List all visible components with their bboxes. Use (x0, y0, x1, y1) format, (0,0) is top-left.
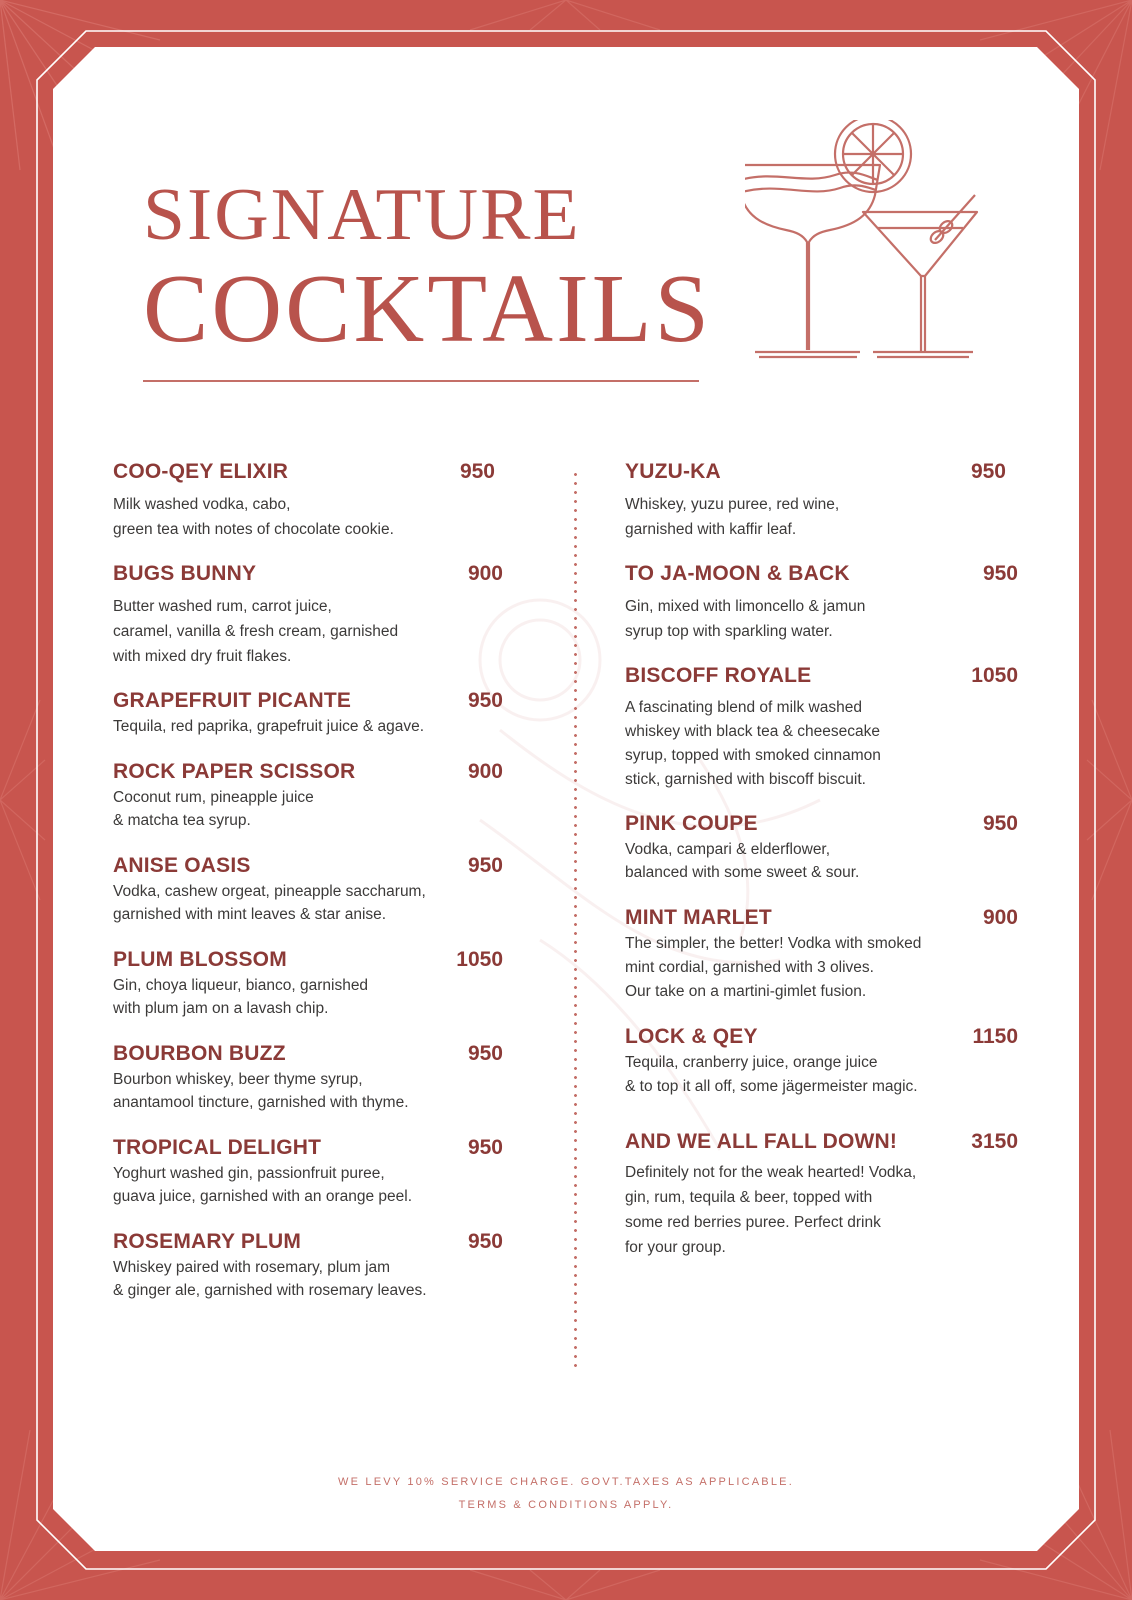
item-price: 1050 (456, 948, 503, 971)
item-price: 950 (467, 1230, 503, 1253)
item-name: BOURBON BUZZ (113, 1042, 286, 1065)
item-name: ANISE OASIS (113, 854, 251, 877)
item-name: TROPICAL DELIGHT (113, 1136, 322, 1159)
item-price: 950 (467, 854, 503, 877)
item-price: 900 (467, 562, 503, 585)
item-description: for your group. (625, 1239, 726, 1256)
cocktail-glasses-icon (745, 120, 995, 370)
item-price: 950 (970, 460, 1006, 483)
item-description: Milk washed vodka, cabo, (113, 496, 291, 513)
item-description: The simpler, the better! Vodka with smoked (625, 935, 922, 952)
item-description: caramel, vanilla & fresh cream, garnished (113, 623, 399, 640)
item-description: guava juice, garnished with an orange peel. (113, 1188, 413, 1205)
item-name: ROSEMARY PLUM (113, 1230, 302, 1253)
item-name: ROCK PAPER SCISSOR (113, 760, 356, 783)
footer-service-charge: WE LEVY 10% SERVICE CHARGE. GOVT.TAXES AS APPLICABLE. (338, 1476, 794, 1488)
menu-title-line2: COCKTAILS (143, 255, 713, 363)
item-description: green tea with notes of chocolate cookie. (113, 521, 394, 538)
item-description: Gin, choya liqueur, bianco, garnished (113, 977, 369, 994)
item-description: stick, garnished with biscoff biscuit. (625, 771, 866, 788)
item-description: some red berries puree. Perfect drink (625, 1214, 881, 1231)
item-description: Yoghurt washed gin, passionfruit puree, (113, 1165, 385, 1182)
item-description: Whiskey paired with rosemary, plum jam (113, 1259, 391, 1276)
item-description: with plum jam on a lavash chip. (113, 1000, 329, 1017)
item-description: garnished with kaffir leaf. (625, 521, 797, 538)
item-price: 950 (982, 812, 1018, 835)
item-description: Tequila, cranberry juice, orange juice (625, 1054, 878, 1071)
footer-terms: TERMS & CONDITIONS APPLY. (458, 1499, 674, 1511)
item-description: syrup top with sparkling water. (625, 623, 833, 640)
item-name: MINT MARLET (625, 906, 772, 929)
item-price: 950 (467, 689, 503, 712)
item-description: mint cordial, garnished with 3 olives. (625, 959, 874, 976)
item-description: garnished with mint leaves & star anise. (113, 906, 387, 923)
item-price: 950 (982, 562, 1018, 585)
item-description: gin, rum, tequila & beer, topped with (625, 1189, 873, 1206)
item-description: A fascinating blend of milk washed (625, 699, 862, 716)
item-name: PINK COUPE (625, 812, 758, 835)
item-description: with mixed dry fruit flakes. (113, 648, 292, 665)
item-price: 3150 (971, 1130, 1018, 1153)
item-description: & to top it all off, some jägermeister magic. (625, 1078, 918, 1095)
menu-title-line1: SIGNATURE (143, 174, 581, 256)
column-divider (574, 470, 577, 1370)
item-price: 900 (467, 760, 503, 783)
item-description: syrup, topped with smoked cinnamon (625, 747, 881, 764)
item-description: anantamool tincture, garnished with thyme. (113, 1094, 409, 1111)
item-name: AND WE ALL FALL DOWN! (625, 1130, 898, 1153)
item-description: Definitely not for the weak hearted! Vodka, (625, 1164, 917, 1181)
item-description: Coconut rum, pineapple juice (113, 789, 314, 806)
item-description: Vodka, cashew orgeat, pineapple saccharum, (113, 883, 426, 900)
item-description: Tequila, red paprika, grapefruit juice & agave. (113, 718, 425, 735)
item-price: 950 (467, 1136, 503, 1159)
item-price: 1150 (972, 1025, 1018, 1048)
item-price: 900 (982, 906, 1018, 929)
item-name: GRAPEFRUIT PICANTE (113, 689, 352, 712)
item-name: YUZU-KA (625, 460, 721, 483)
item-description: Our take on a martini-gimlet fusion. (625, 983, 867, 1000)
item-description: Gin, mixed with limoncello & jamun (625, 598, 866, 615)
item-description: Bourbon whiskey, beer thyme syrup, (113, 1071, 363, 1088)
item-description: Butter washed rum, carrot juice, (113, 598, 332, 615)
item-description: Whiskey, yuzu puree, red wine, (625, 496, 840, 513)
item-price: 1050 (971, 664, 1018, 687)
item-description: Vodka, campari & elderflower, (625, 841, 831, 858)
title-underline (143, 380, 699, 382)
item-name: LOCK & QEY (625, 1025, 758, 1048)
item-description: balanced with some sweet & sour. (625, 864, 860, 881)
item-description: whiskey with black tea & cheesecake (625, 723, 881, 740)
item-price: 950 (459, 460, 495, 483)
item-price: 950 (467, 1042, 503, 1065)
item-name: PLUM BLOSSOM (113, 948, 287, 971)
item-description: & ginger ale, garnished with rosemary leaves. (113, 1282, 427, 1299)
item-name: COO-QEY ELIXIR (113, 460, 289, 483)
item-name: BISCOFF ROYALE (625, 664, 812, 687)
item-name: TO JA-MOON & BACK (625, 562, 850, 585)
item-name: BUGS BUNNY (113, 562, 257, 585)
item-description: & matcha tea syrup. (113, 812, 251, 829)
